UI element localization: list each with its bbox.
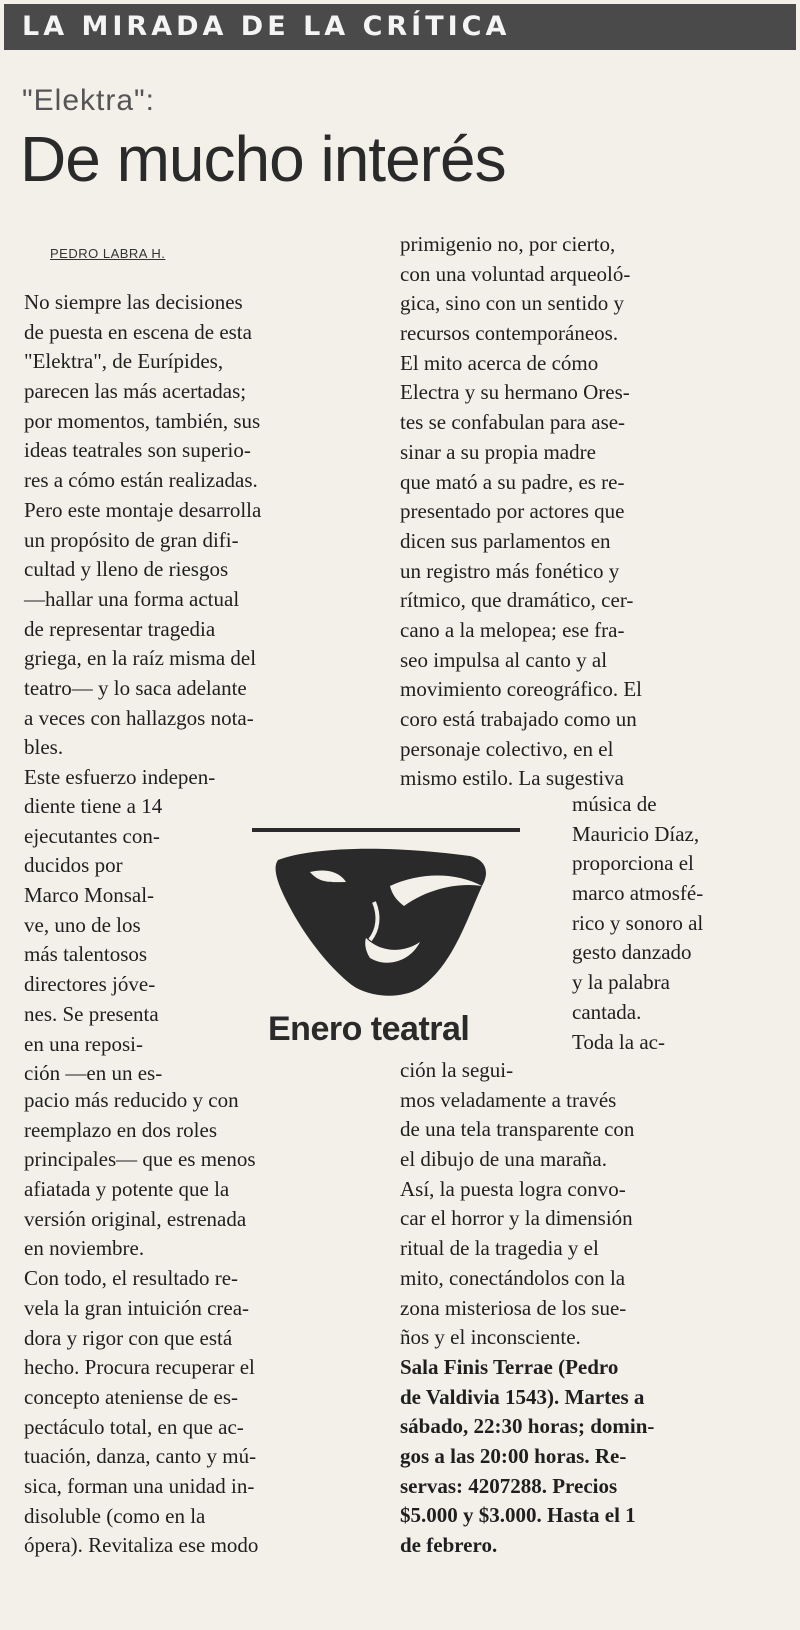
text-line: música de [572,792,657,816]
text-line: —hallar una forma actual [24,586,240,611]
text-line: de representar tragedia [24,616,216,641]
text-line: en noviembre. [24,1236,145,1261]
text-line: Mauricio Díaz, [572,821,700,846]
text-line: "Elektra", de Eurípides, [24,349,224,374]
text-line: car el horror y la dimensión [400,1206,633,1231]
text-line: ción la segui- [400,1058,514,1082]
text-line: por momentos, también, sus [24,408,261,433]
text-line: de Valdivia 1543). Martes a [400,1384,645,1409]
text-line: Con todo, el resultado re- [24,1266,239,1291]
text-line: sábado, 22:30 horas; domin- [400,1414,655,1439]
text-line: ción —en un es- [24,1061,163,1086]
text-line: mito, conectándolos con la [400,1265,626,1290]
text-line: marco atmosfé- [572,881,704,906]
text-line: el dibujo de una maraña. [400,1147,608,1172]
text-line: diente tiene a 14 [24,794,163,818]
text-line: ños y el inconsciente. [400,1325,581,1350]
text-line: más talentosos [24,942,148,967]
text-line: gesto danzado [572,940,692,965]
text-line: y la palabra [572,970,670,995]
text-line: parecen las más acertadas; [24,379,247,404]
text-line: Este esfuerzo indepen- [24,765,216,789]
text-line: sica, forman una unidad in- [24,1473,255,1498]
text-line: con una voluntad arqueoló- [400,261,631,286]
text-line: dicen sus parlamentos en [400,528,611,553]
text-line: primigenio no, por cierto, [400,232,616,256]
column-left-narrow [24,792,224,1089]
text-line: un registro más fonético y [400,558,620,583]
text-line: concepto ateniense de es- [24,1384,238,1409]
text-line: movimiento coreográfico. El [400,677,643,702]
text-line: sinar a su propia madre [400,439,596,464]
column-right-bottom-text [400,1056,770,1353]
text-line: reemplazo en dos roles [24,1117,218,1142]
inset-title: Enero teatral [268,1010,470,1048]
byline: PEDRO LABRA H. [50,246,166,261]
text-line: principales— que es menos [24,1147,256,1172]
text-line: presentado por actores que [400,499,625,524]
text-line: que mató a su padre, es re- [400,469,625,494]
text-line: gos a las 20:00 horas. Re- [400,1443,627,1468]
section-header: LA MIRADA DE LA CRÍTICA [4,4,796,50]
text-line: nes. Se presenta [24,1001,159,1026]
text-line: $5.000 y $3.000. Hasta el 1 [400,1503,636,1528]
text-line: Así, la puesta logra convo- [400,1176,626,1201]
column-left [24,288,374,793]
text-line: dora y rigor con que está [24,1325,233,1350]
text-line: zona misteriosa de los sue- [400,1295,627,1320]
text-line: proporciona el [572,851,694,876]
text-line: directores jóve- [24,972,156,997]
headline: De mucho interés [20,123,506,195]
text-line: Sala Finis Terrae (Pedro [400,1354,619,1379]
text-line: ideas teatrales son superio- [24,438,251,463]
text-line: cano a la melopea; ese fra- [400,617,625,642]
text-line: ve, uno de los [24,912,141,937]
text-line: Electra y su hermano Ores- [400,380,630,405]
text-line: rítmico, que dramático, cer- [400,588,634,613]
text-line: personaje colectivo, en el [400,736,614,761]
text-line: ducidos por [24,853,123,878]
text-line: a veces con hallazgos nota- [24,705,254,730]
text-line: pectáculo total, en que ac- [24,1414,244,1439]
text-line: versión original, estrenada [24,1206,247,1231]
column-left-bottom [24,1086,384,1561]
text-line: afiatada y potente que la [24,1177,230,1202]
text-line: Marco Monsal- [24,883,155,908]
column-right-mid [572,790,772,1057]
text-line: ritual de la tragedia y el [400,1236,599,1261]
text-line: teatro— y lo saca adelante [24,675,247,700]
theater-mask-icon [270,842,500,1002]
text-line: de febrero. [400,1533,498,1557]
text-line: recursos contemporáneos. [400,321,619,346]
text-line: en una reposi- [24,1031,143,1056]
text-line: de puesta en escena de esta [24,319,252,344]
text-line: rico y sonoro al [572,910,704,935]
text-line: disoluble (como en la [24,1503,206,1528]
text-line: un propósito de gran difi- [24,527,239,552]
text-line: coro está trabajado como un [400,707,637,731]
venue-info [400,1353,770,1561]
text-line: mos veladamente a través [400,1087,617,1112]
text-line: cantada. [572,999,642,1024]
text-line: mismo estilo. La sugestiva [400,766,624,791]
text-line: gica, sino con un sentido y [400,291,624,316]
text-line: No siempre las decisiones [24,290,243,314]
column-right-bottom [400,1056,770,1561]
text-line: El mito acerca de cómo [400,350,599,375]
text-line: griega, en la raíz misma del [24,646,257,671]
kicker: "Elektra": [22,84,156,117]
inset-rule [252,828,520,832]
text-line: bles. [24,735,64,760]
text-line: seo impulsa al canto y al [400,647,608,672]
text-line: tes se confabulan para ase- [400,410,626,435]
text-line: Toda la ac- [572,1029,665,1054]
text-line: tuación, danza, canto y mú- [24,1444,257,1469]
text-line: cultad y lleno de riesgos [24,557,229,582]
text-line: Pero este montaje desarrolla [24,497,262,522]
text-line: ópera). Revitaliza ese modo [24,1533,259,1558]
text-line: ejecutantes con- [24,823,160,848]
text-line: res a cómo están realizadas. [24,468,258,493]
text-line: hecho. Procura recuperar el [24,1355,255,1380]
column-right-top [400,230,760,794]
text-line: servas: 4207288. Precios [400,1473,618,1498]
text-line: de una tela transparente con [400,1117,635,1142]
text-line: vela la gran intuición crea- [24,1295,250,1320]
text-line: pacio más reducido y con [24,1088,239,1112]
